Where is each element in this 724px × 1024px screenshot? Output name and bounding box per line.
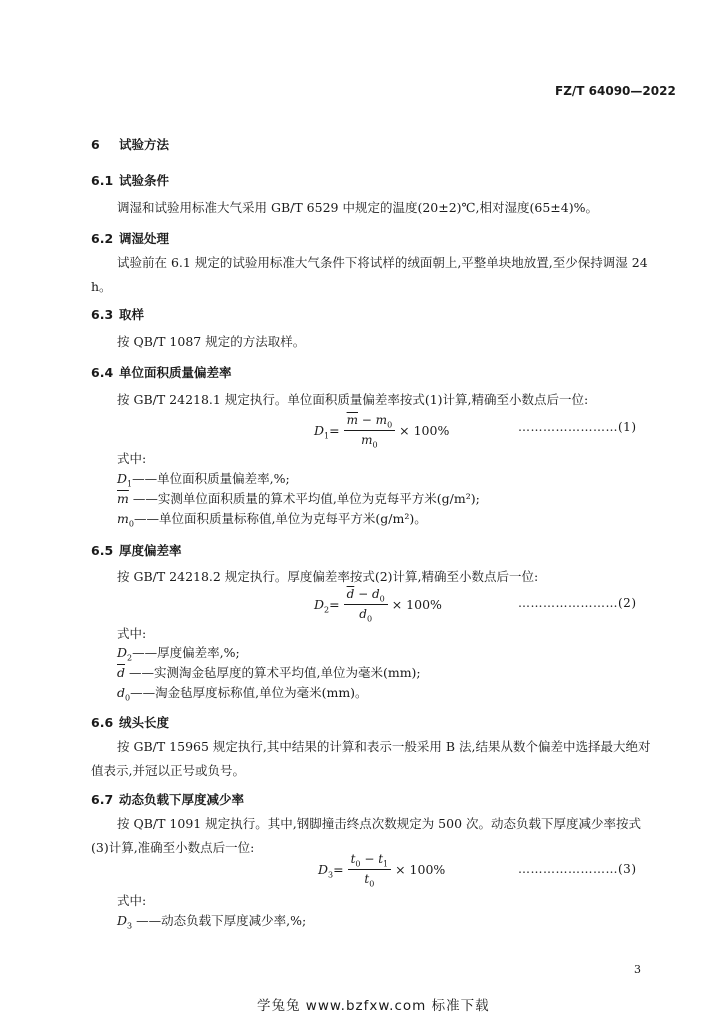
section-6-3-text: 按 QB/T 1087 规定的方法取样。 [117,334,306,349]
section-6-2-heading [91,229,169,247]
section-6-6-text: 按 GB/T 15965 规定执行,其中结果的计算和表示一般采用 B 法,结果从数个偏差中选择最大绝对值表示,并冠以正号或负号。 [91,739,651,778]
standard-code: FZ/T 64090—2022 [555,84,676,98]
equation-2: $D_2=$ $\frac{\overline{d} - d_0}{d_0}$ × 100% [314,587,442,624]
section-6-7-text: 按 QB/T 1091 规定执行。其中,钢脚撞击终点次数规定为 500 次。动态负载下厚度减少率按式(3)计算,准确至小数点后一位: [91,816,641,855]
definition-item: $d_0——$淘金毡厚度标称值,单位为毫米(mm)。 [117,685,368,703]
definition-item: $D_1——$单位面积质量偏差率,%; [117,471,290,489]
section-number: 6 [91,137,100,152]
section-title: 调湿处理 [119,231,170,246]
section-6-5-text: 按 GB/T 24218.2 规定执行。厚度偏差率按式(2)计算,精确至小数点后一位: [117,569,539,584]
where-label: 式中: [117,451,147,466]
section-6-6-heading [91,713,169,731]
section-title: 试验条件 [119,173,170,188]
equation-3: $D_3=$ $\frac{t_0 - t_1}{t_0}$ × 100% [318,852,446,889]
section-6-heading [91,135,169,153]
section-title: 厚度偏差率 [119,543,182,558]
section-6-4-heading [91,363,232,381]
section-6-3-heading [91,305,144,323]
section-title: 绒头长度 [119,715,170,730]
section-number: 6.6 [91,715,114,730]
section-6-5-heading [91,541,182,559]
eq-lhs: D [314,596,325,612]
eq-lhs: D [318,861,329,877]
footer-watermark: 学兔兔 www.bzfxw.com 标准下载 [257,998,490,1014]
definition-item: $\overline{d}$ ——实测淘金毡厚度的算术平均值,单位为毫米(mm); [117,665,421,680]
section-title: 单位面积质量偏差率 [119,365,232,380]
eq-fraction: $\frac{t_0 - t_1}{t_0}$ [348,852,392,889]
definition-item: $D_3$ ——动态负载下厚度减少率,%; [117,913,307,931]
eq-lhs: D [314,422,325,438]
eq-fraction: $\frac{\overline{m} - m_0}{m_0}$ [344,413,396,450]
section-title: 取样 [119,307,145,322]
equation-1: $D_1=$ $\frac{\overline{m} - m_0}{m_0}$ × 100% [314,413,450,450]
equation-3-label: ……………………(3) [518,862,637,876]
eq-fraction: $\frac{\overline{d} - d_0}{d_0}$ [344,587,388,624]
section-number: 6.1 [91,173,114,188]
definition-item: $D_2——$厚度偏差率,%; [117,645,240,663]
section-number: 6.5 [91,543,114,558]
definition-item: $m_0——$单位面积质量标称值,单位为克每平方米(g/m²)。 [117,511,427,529]
where-label: 式中: [117,893,147,908]
section-number: 6.3 [91,307,114,322]
section-title: 试验方法 [119,137,170,152]
section-number: 6.4 [91,365,114,380]
section-number: 6.2 [91,231,114,246]
section-6-1-text: 调湿和试验用标准大气采用 GB/T 6529 中规定的温度(20±2)℃,相对湿度(65±4)%。 [117,200,598,215]
page-number: 3 [634,963,641,976]
where-label: 式中: [117,626,147,641]
equation-1-label: ……………………(1) [518,420,637,434]
section-title: 动态负载下厚度减少率 [119,792,245,807]
definition-item: $\overline{m}$ ——实测单位面积质量的算术平均值,单位为克每平方米(g/m²); [117,491,480,506]
section-6-7-heading [91,790,244,808]
section-6-1-heading [91,171,169,189]
section-number: 6.7 [91,792,114,807]
section-6-4-text: 按 GB/T 24218.1 规定执行。单位面积质量偏差率按式(1)计算,精确至小数点后一位: [117,392,589,407]
equation-2-label: ……………………(2) [518,596,637,610]
section-6-2-text: 试验前在 6.1 规定的试验用标准大气条件下将试样的绒面朝上,平整单块地放置,至少保持调湿 24 h。 [91,255,648,294]
